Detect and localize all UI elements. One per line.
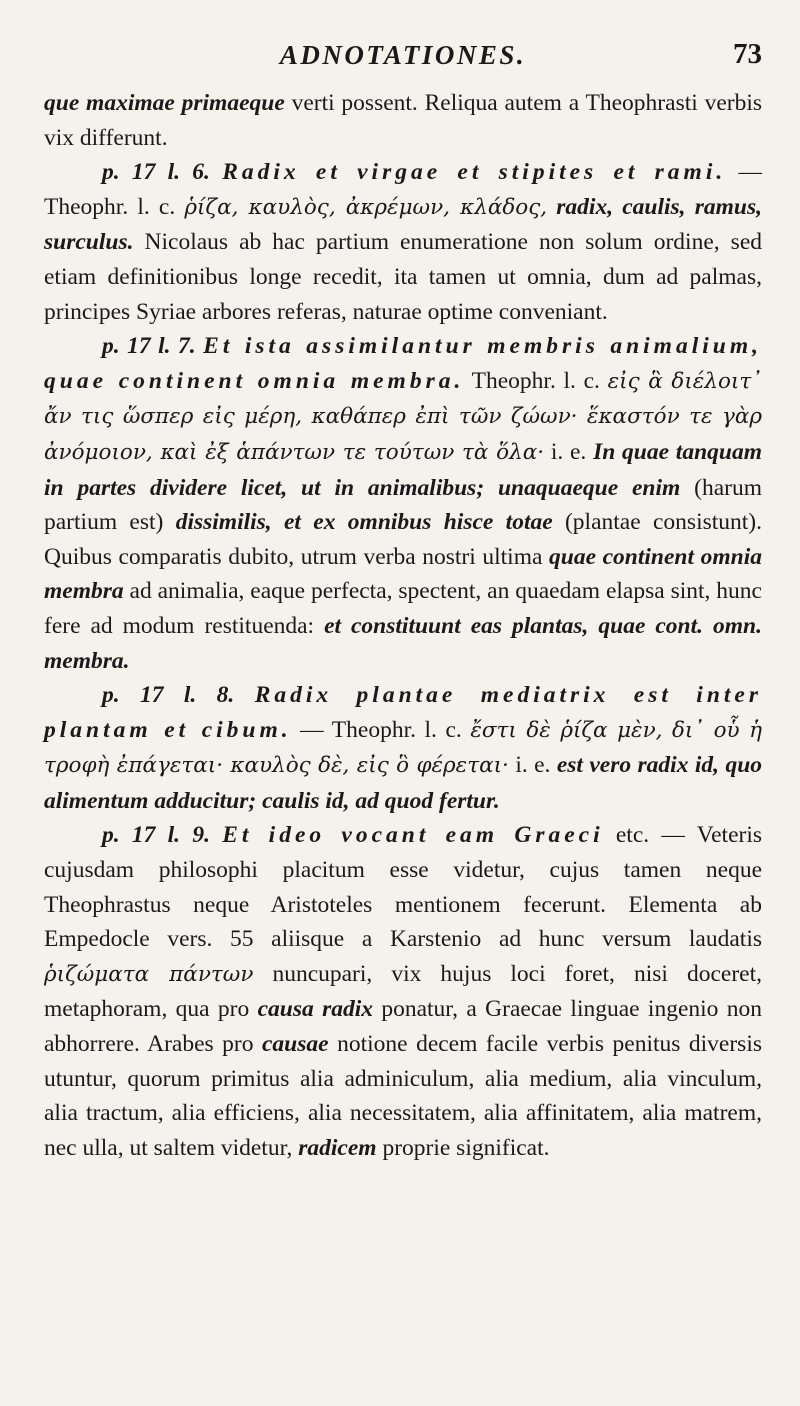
- book-page: [44, 34, 762, 1374]
- page-header: [44, 34, 762, 86]
- running-title: ADNOTATIONES.: [279, 40, 527, 70]
- text-run: ad animalia, eaque perfecta, spectent, an quaedam elapsa sint, hunc fere ad modum restituenda:: [44, 578, 762, 639]
- emphasis-run: Et ista assimilantur membris animalium, quae continent omnia membra.: [44, 333, 762, 394]
- text-run: [547, 194, 556, 220]
- emphasis-run: Radix et virgae et stipites et rami.: [222, 159, 727, 186]
- emphasis-run: p. 17 l. 6.: [102, 159, 210, 186]
- greek-quotation: ῥιζώματα πάντων: [44, 961, 254, 987]
- emphasis-run: In quae tanquam in partes dividere licet, ut in animalibus; unaquaeque enim: [44, 438, 762, 501]
- emphasis-run: que maximae primaeque: [44, 90, 285, 116]
- emphasis-run: causae: [262, 1031, 329, 1058]
- paragraph: [44, 678, 762, 818]
- emphasis-run: p. 17 l. 8.: [102, 682, 235, 709]
- text-run: nuncupari, vix hujus loci foret, nisi doceret, metaphoram, qua pro: [44, 960, 762, 1023]
- emphasis-run: radix, caulis, ramus, surculus.: [44, 193, 762, 256]
- greek-quotation: εἰς ἃ διέλοιτ᾽ ἄν τις ὥσπερ εἰς μέρη, καθάπερ ἐπὶ τῶν ζώων· ἕκαστόν τε γὰρ ἀνόμοιον, καὶ ἐξ ἁπάντων τε τούτων τὰ ὅλα·: [44, 368, 762, 465]
- body-text: [44, 86, 762, 1165]
- emphasis-run: et constituunt eas plantas, quae cont. omn. membra.: [44, 612, 762, 674]
- emphasis-run: dissimilis, et ex omnibus hisce totae: [175, 509, 553, 536]
- text-run: [234, 682, 254, 708]
- text-run: i. e.: [508, 752, 557, 779]
- text-run: etc. — Veteris cujusdam philosophi placitum esse videtur, cujus tamen neque Theophrastus neque Aristoteles mentionem fecerunt. Elementa ab Empedocle vers. 55 aliisque a Karstenio ad hunc versum laudatis: [44, 822, 762, 953]
- text-run: — Theophr. l. c.: [44, 159, 763, 220]
- emphasis-run: Radix plantae mediatrix est inter plantam et cibum.: [44, 682, 763, 743]
- paragraph: [44, 818, 762, 1165]
- emphasis-run: p. 17 l. 9.: [102, 822, 210, 849]
- emphasis-run: quae continent omnia membra: [44, 543, 762, 605]
- paragraph: [44, 329, 762, 678]
- greek-quotation: ἔστι δὲ ῥίζα μὲν, δι᾽ οὗ ἡ τροφὴ ἐπάγεται· καυλὸς δὲ, εἰς ὃ φέρεται·: [44, 717, 762, 779]
- text-run: notione decem facile verbis penitus diversis utuntur, quorum primitus alia adminiculum, alia medium, alia vinculum, alia tractum, alia efficiens, alia necessitatem, alia affinitatem, alia matrem, nec ulla, ut saltem videtur,: [44, 1031, 763, 1161]
- paragraph: [44, 86, 762, 155]
- text-run: Nicolaus ab hac partium enumeratione non solum ordine, sed etiam definitionibus longe recedit, ita tamen ut omnia, dum ad palmas, principes Syriae arbores referas, naturae optime conveniant.: [44, 229, 762, 325]
- paragraph: [44, 155, 762, 329]
- emphasis-run: causa radix: [257, 996, 373, 1023]
- text-run: [210, 159, 222, 185]
- emphasis-run: est vero radix id, quo alimentum adducitur; caulis id, ad quod fertur.: [44, 752, 763, 814]
- text-run: ponatur, a Graecae linguae ingenio non abhorrere. Arabes pro: [44, 996, 762, 1058]
- text-run: (plantae consistunt). Quibus comparatis dubito, utrum verba nostri ultima: [44, 509, 762, 570]
- text-run: — Theophr. l. c.: [291, 716, 471, 743]
- emphasis-run: Et ideo vocant eam Graeci: [222, 822, 604, 849]
- text-run: (harum partium est): [44, 474, 762, 536]
- text-run: verti possent. Reliqua autem a Theophrasti verbis vix differunt.: [44, 90, 763, 151]
- text-run: [210, 822, 222, 848]
- emphasis-run: radicem: [298, 1134, 377, 1161]
- text-run: i. e.: [544, 438, 594, 465]
- emphasis-run: p. 17 l. 7.: [102, 333, 196, 360]
- text-run: Theophr. l. c.: [464, 367, 608, 394]
- page-number: 73: [733, 38, 762, 70]
- text-run: proprie significat.: [376, 1134, 550, 1161]
- greek-quotation: ῥίζα, καυλὸς, ἀκρέμων, κλάδος,: [184, 194, 548, 220]
